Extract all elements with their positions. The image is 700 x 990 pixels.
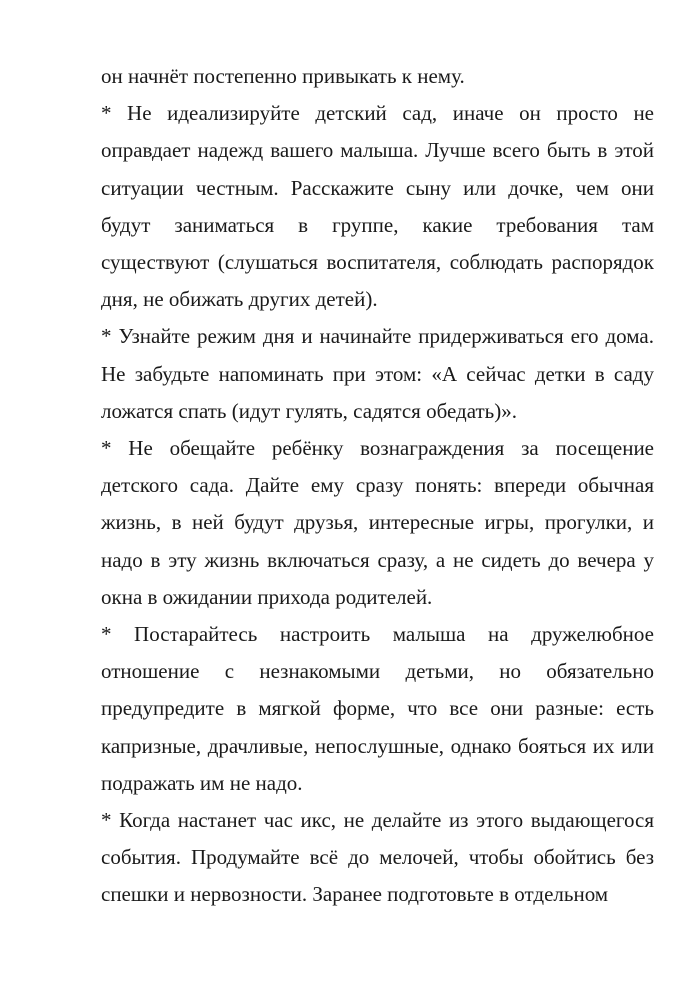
paragraph-continuation: он начнёт постепенно привыкать к нему. [101,64,465,88]
paragraph-advice-routine: * Узнайте режим дня и начинайте придерживаться его дома. Не забудьте напоминать при этом: «А сейчас детки в саду ложатся спать (идут гулять, садятся обедать)». [101,324,654,423]
paragraph-advice-reward: * Не обещайте ребёнку вознаграждения за посещение детского сада. Дайте ему сразу понять: впереди обычная жизнь, в ней будут друзья, интересные игры, прогулки, и надо в эту жизнь включаться сразу, а не сидеть до вечера у окна в ожидании прихода родителей. [101,436,654,609]
paragraph-advice-friendly: * Постарайтесь настроить малыша на дружелюбное отношение с незнакомыми детьми, но обязательно предупредите в мягкой форме, что все они разные: есть капризные, драчливые, непослушные, однако бояться их или подражать им не надо. [101,622,654,795]
paragraph-advice-idealize: * Не идеализируйте детский сад, иначе он просто не оправдает надежд вашего малыша. Лучше всего быть в этой ситуации честным. Расскажите сыну или дочке, чем они будут заниматься в группе, какие требования там существуют (слушаться воспитателя, соблюдать распорядок дня, не обижать других детей). [101,101,654,312]
paragraph-advice-first-day: * Когда настанет час икс, не делайте из этого выдающегося события. Продумайте всё до мелочей, чтобы обойтись без спешки и нервозности. Заранее подготовьте в отдельном [101,808,654,907]
body-text [101,58,654,914]
